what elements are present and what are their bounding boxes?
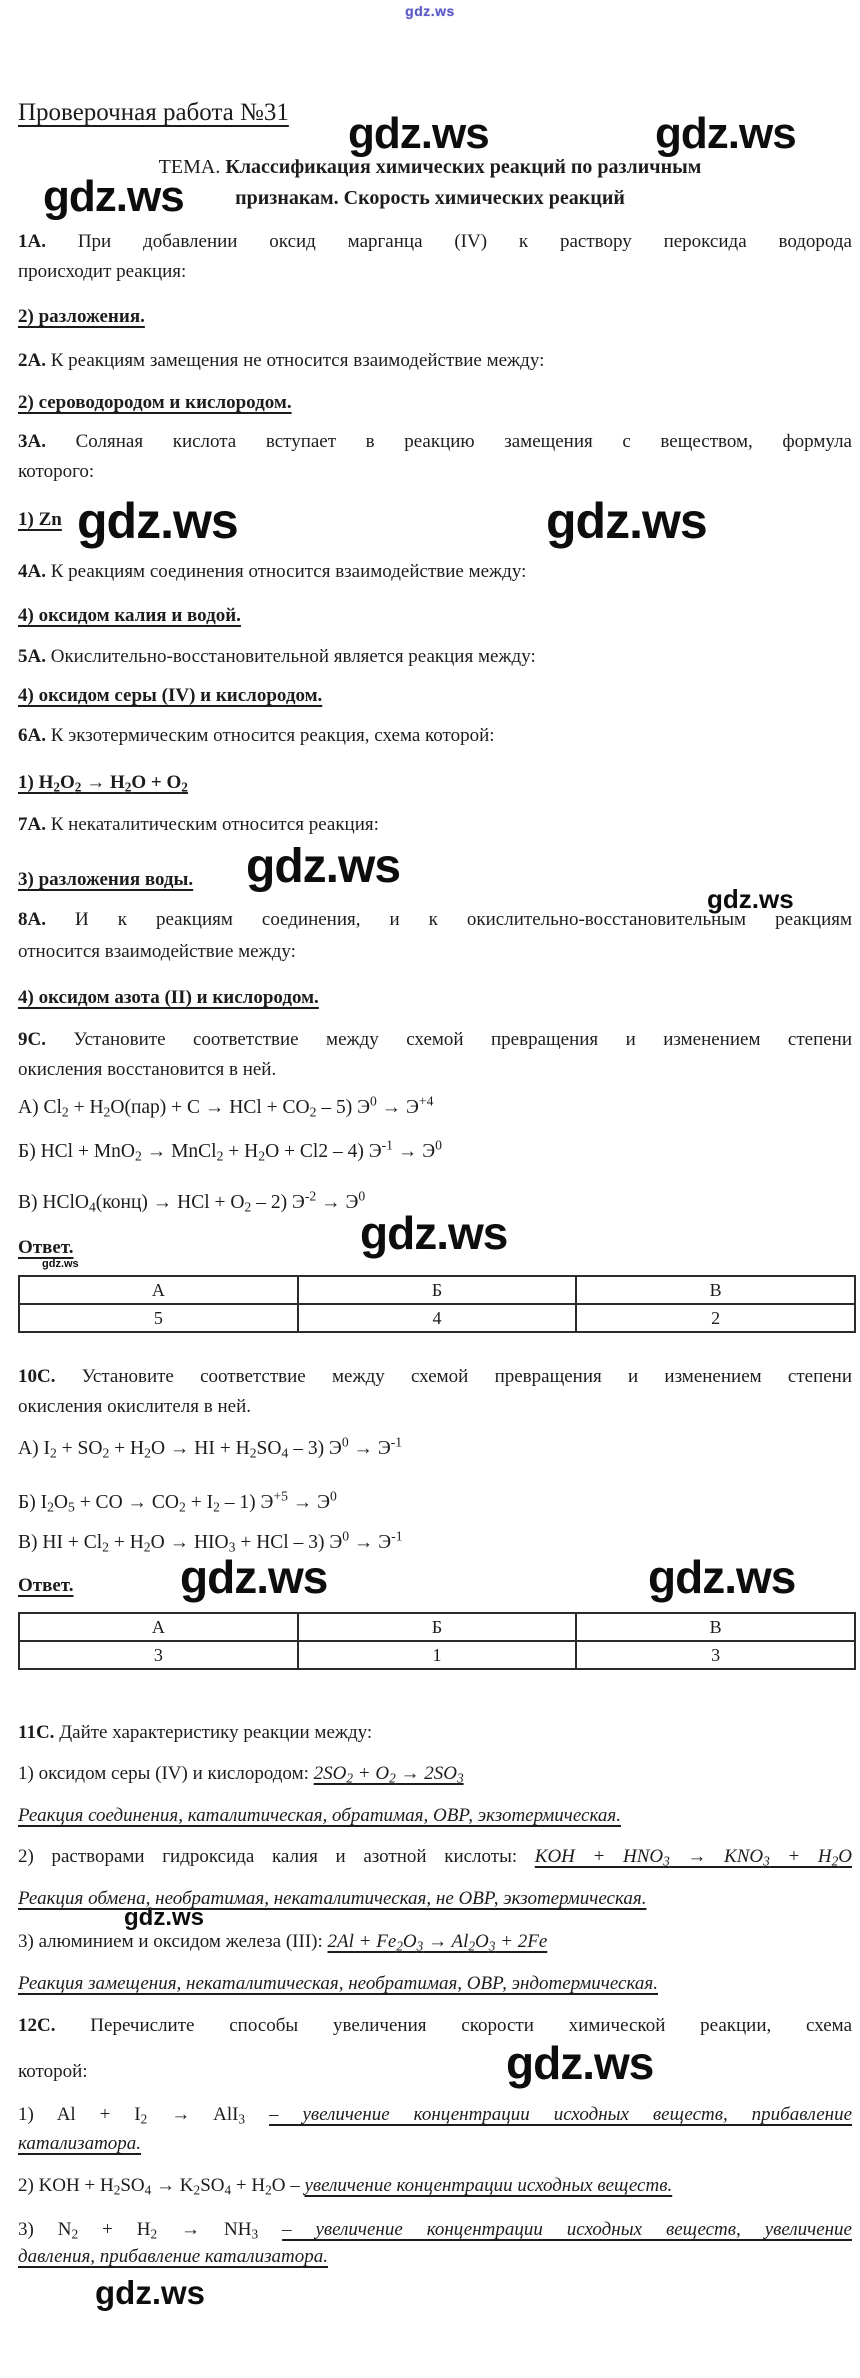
table-header-row	[19, 1276, 855, 1304]
watermark: gdz.ws	[42, 1258, 79, 1270]
question-12-item3	[18, 2218, 852, 2241]
watermark: gdz.ws	[95, 2274, 206, 2311]
watermark: gdz.ws	[43, 172, 184, 221]
question-10	[18, 1365, 852, 1388]
question-11-item2	[18, 1845, 852, 1868]
table-cell: Б	[298, 1613, 577, 1641]
answer-label-10: Ответ.	[18, 1575, 74, 1596]
equation-10v: В) HI + $Cl_2 + H_2O \to HIO_3$ + HCl – 3) $Э^0 \to Э^{-1}$	[18, 1528, 403, 1555]
answer-11-1: Реакция соединения, каталитическая, обратимая, ОВР, экзотермическая.	[18, 1805, 621, 1826]
table-cell: 5	[19, 1304, 298, 1332]
item-2-scheme: 2) KOH + $H_2SO_4 \to K_2SO_4 + H_2O$ –	[18, 2175, 305, 2198]
watermark: gdz.ws	[348, 109, 489, 158]
answer-11-2: Реакция обмена, необратимая, некаталитическая, не ОВР, экзотермическая.	[18, 1888, 647, 1909]
question-10-number: 10С.	[18, 1366, 56, 1387]
question-9-text: Установите соответствие между схемой превращения и изменением степени	[73, 1029, 853, 1050]
item-1-answer: – увеличение концентрации исходных веществ, прибавление	[269, 2104, 853, 2125]
question-12-item2	[18, 2174, 672, 2197]
question-1-number: 1А.	[18, 231, 46, 252]
question-9-text2: окисления восстановится в ней.	[18, 1059, 277, 1080]
theme-text-line1: Классификация химических реакций по различным	[225, 156, 702, 178]
table-cell: Б	[298, 1276, 577, 1304]
question-2	[18, 349, 544, 372]
answer-table-10	[18, 1612, 856, 1670]
question-2-text: К реакциям замещения не относится взаимодействие между:	[50, 350, 545, 371]
question-4-number: 4А.	[18, 561, 46, 582]
question-7-text: К некаталитическим относится реакция:	[50, 814, 379, 835]
answer-7: 3) разложения воды.	[18, 869, 194, 890]
table-cell: 4	[298, 1304, 577, 1332]
question-11-item1	[18, 1762, 464, 1785]
item-2-equation: KOH + $HNO_3 \to KNO_3 + H_2O$	[534, 1846, 852, 1869]
table-cell: В	[576, 1276, 855, 1304]
table-cell: А	[19, 1276, 298, 1304]
equation-10b: Б) $I_2O_5$ + CO → $CO_2 + I_2 - 1$) $Э^{+5} \to Э^0$	[18, 1488, 337, 1515]
question-3-text2: которого:	[18, 461, 95, 482]
question-6	[18, 724, 495, 747]
answer-5: 4) оксидом серы (IV) и кислородом.	[18, 685, 323, 706]
question-3-text: Соляная кислота вступает в реакцию замещения с веществом, формула	[75, 431, 852, 452]
watermark: gdz.ws	[360, 1207, 508, 1259]
table-cell: В	[576, 1613, 855, 1641]
table-cell: 1	[298, 1641, 577, 1669]
question-6-text: К экзотермическим относится реакция, схема которой:	[50, 725, 495, 746]
question-4	[18, 560, 526, 583]
item-3-scheme: 3) $N_2 + H_2 \to NH_3$	[18, 2219, 259, 2242]
question-1	[18, 230, 852, 253]
question-8-text: И к реакциям соединения, и к окислительно-восстановительным реакциям	[75, 909, 852, 930]
question-5-number: 5А.	[18, 646, 46, 667]
table-cell: А	[19, 1613, 298, 1641]
question-12	[18, 2014, 852, 2037]
question-10-text2: окисления окислителя в ней.	[18, 1396, 252, 1417]
question-4-text: К реакциям соединения относится взаимодействие между:	[50, 561, 527, 582]
answer-8: 4) оксидом азота (II) и кислородом.	[18, 987, 319, 1008]
question-10-text: Установите соответствие между схемой превращения и изменением степени	[81, 1366, 853, 1387]
theme-text-line2: признакам. Скорость химических реакций	[235, 187, 625, 209]
table-cell: 3	[576, 1641, 855, 1669]
watermark: gdz.ws	[77, 493, 238, 549]
table-cell: 3	[19, 1641, 298, 1669]
item-1-answer-cont: катализатора.	[18, 2133, 142, 2154]
question-8-number: 8А.	[18, 909, 46, 930]
answer-3: 1) Zn	[18, 509, 62, 530]
watermark-top-link: gdz.ws	[405, 3, 455, 19]
table-header-row	[19, 1613, 855, 1641]
item-2-answer: увеличение концентрации исходных веществ.	[304, 2175, 673, 2196]
item-3-equation: $2Al + Fe_2O_3 \to Al_2O_3 + 2Fe$	[327, 1931, 548, 1954]
item-2-label: 2) растворами гидроксида калия и азотной кислоты:	[18, 1846, 535, 1867]
watermark: gdz.ws	[246, 840, 401, 893]
question-12-number: 12С.	[18, 2015, 56, 2036]
question-3-number: 3А.	[18, 431, 46, 452]
watermark: gdz.ws	[506, 2037, 654, 2089]
question-11-item3	[18, 1930, 547, 1953]
table-cell: 2	[576, 1304, 855, 1332]
question-5	[18, 645, 536, 668]
question-2-number: 2А.	[18, 350, 46, 371]
question-11-text: Дайте характеристику реакции между:	[59, 1722, 373, 1743]
item-3-label: 3) алюминием и оксидом железа (III):	[18, 1931, 328, 1952]
question-1-text: При добавлении оксид марганца (IV) к раствору пероксида водорода	[77, 231, 852, 252]
question-7	[18, 813, 379, 836]
watermark: gdz.ws	[180, 1551, 328, 1603]
equation-10a: А) $I_2 + SO_2 + H_2O$ → HI + $H_2SO_4 - 3$) $Э^0 \to Э^{-1}$	[18, 1434, 403, 1461]
theme-heading	[40, 152, 820, 214]
answer-table-9	[18, 1275, 856, 1333]
question-5-text: Окислительно-восстановительной является реакция между:	[50, 646, 536, 667]
watermark: gdz.ws	[124, 1904, 205, 1931]
question-12-text: Перечислите способы увеличения скорости химической реакции, схема	[90, 2015, 853, 2036]
question-11-number: 11С.	[18, 1722, 55, 1743]
answer-label-9: Ответ.	[18, 1237, 74, 1258]
table-value-row	[19, 1304, 855, 1332]
watermark: gdz.ws	[707, 884, 794, 914]
question-9-number: 9С.	[18, 1029, 46, 1050]
equation-9a: А) $Cl_2 + H_2O(пар) + C$ → HCl + $CO_2 - 5$) $Э^0 \to Э^{+4}$	[18, 1093, 434, 1120]
equation-9b: Б) HCl + MnO$_2$ → MnCl$_2$ + $H_2O + Cl2 - 4$) $Э^{-1} \to Э^0$	[18, 1137, 442, 1164]
answer-6: 1) $H_2O_2 \to H_2O + O_2$	[18, 772, 188, 795]
question-3	[18, 430, 852, 453]
item-1-equation: $2SO_2 + O_2 \to 2SO_3$	[313, 1763, 464, 1786]
item-3-answer: – увеличение концентрации исходных веществ, увеличение	[282, 2219, 852, 2240]
theme-label: ТЕМА.	[158, 156, 221, 178]
item-3-answer-cont: давления, прибавление катализатора.	[18, 2246, 328, 2267]
question-8	[18, 908, 852, 931]
table-value-row	[19, 1641, 855, 1669]
question-1-text2: происходит реакция:	[18, 261, 187, 282]
equation-9v: В) HClO$_4$(конц) → HCl + $O_2 - 2$) $Э^{-2} \to Э^0$	[18, 1188, 366, 1215]
question-8-text2: относится взаимодействие между:	[18, 941, 296, 962]
answer-1: 2) разложения.	[18, 306, 145, 327]
item-1-label: 1) оксидом серы (IV) и кислородом:	[18, 1763, 314, 1784]
answer-2: 2) сероводородом и кислородом.	[18, 392, 292, 413]
question-12-text2: которой:	[18, 2061, 88, 2082]
item-1-scheme: 1) $Al + I_2 \to AlI_3$	[18, 2104, 246, 2127]
watermark: gdz.ws	[648, 1551, 796, 1603]
question-12-item1	[18, 2103, 852, 2126]
question-7-number: 7А.	[18, 814, 46, 835]
question-11	[18, 1721, 372, 1744]
watermark: gdz.ws	[655, 109, 796, 158]
answer-11-3: Реакция замещения, некаталитическая, необратимая, ОВР, эндотермическая.	[18, 1973, 658, 1994]
page-title: Проверочная работа №31	[18, 99, 289, 126]
answer-4: 4) оксидом калия и водой.	[18, 605, 241, 626]
watermark: gdz.ws	[546, 493, 707, 549]
question-6-number: 6А.	[18, 725, 46, 746]
question-9	[18, 1028, 852, 1051]
